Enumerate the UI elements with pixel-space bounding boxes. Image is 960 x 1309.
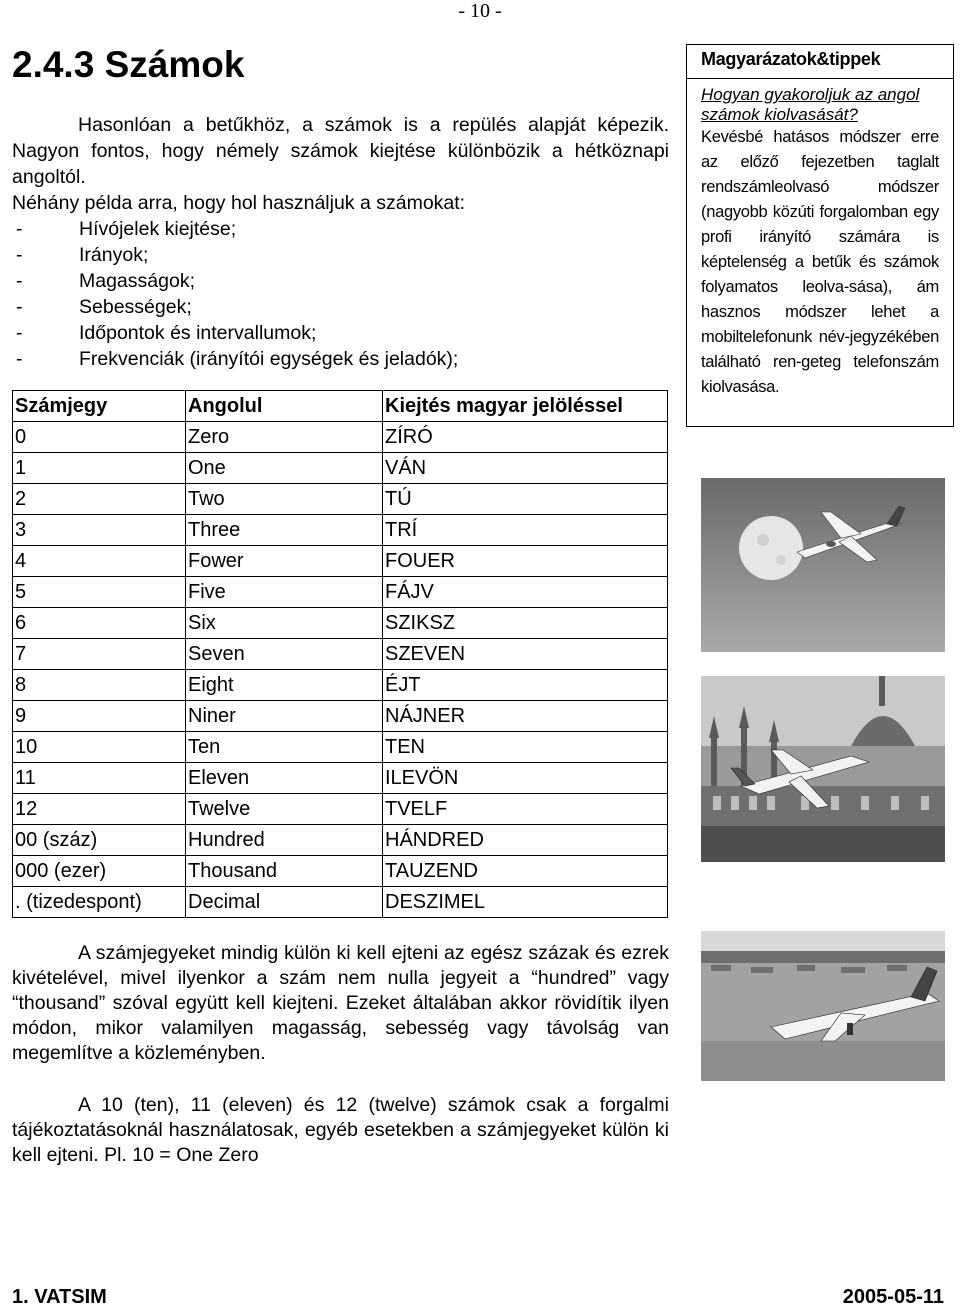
table-cell: Decimal [186,887,383,918]
table-cell: 3 [13,515,186,546]
body-paragraph: A számjegyeket mindig külön ki kell ejteni az egész százak és ezrek kivételével, mivel ilyenkor a szám nem nulla jegyeit a “hundred” vagy “thousand” szóval együtt kell kiejteni. Ezeket általában akkor rövidítik ilyen módon, mikor valamilyen magasság, sebesség vagy távolság van megemlítve a közleményben. [12,942,669,1064]
list-item: - Frekvenciák (irányítói egységek és jeladók); [16,348,459,370]
table-cell: ILEVÖN [383,763,668,794]
table-cell: NÁJNER [383,701,668,732]
table-cell: Hundred [186,825,383,856]
section-heading: 2.4.3 Számok [12,44,245,85]
tips-question: Hogyan gyakoroljuk az angol számok kiolvasását? [701,85,920,124]
table-cell: Ten [186,732,383,763]
table-cell: 7 [13,639,186,670]
table-cell: Fower [186,546,383,577]
table-cell: Six [186,608,383,639]
list-intro: Néhány példa arra, hogy hol használjuk a számokat: [12,192,466,214]
tips-body: Kevésbé hatásos módszer erre az előző fejezetben taglalt rendszámleolvasó módszer (nagyobb közúti forgalomban egy profi irányító számára is képtelenség a betűk és számok folyamatos leolva-sása), ám hasznos módszer lehet a mobiltelefonunk név-jegyzékében található ren-geteg telefonszám kiolvasása. [701,128,939,396]
list-item: - Sebességek; [16,296,192,318]
table-cell: 2 [13,484,186,515]
list-item: - Hívójelek kiejtése; [16,218,237,240]
column-header: Kiejtés magyar jelöléssel [383,391,668,422]
column-header: Angolul [186,391,383,422]
table-cell: Two [186,484,383,515]
column-header: Számjegy [13,391,186,422]
intro-paragraph: Hasonlóan a betűkhöz, a számok is a repülés alapját képezik. Nagyon fontos, hogy némely számok kiejtése különbözik a hétköznapi angoltól. [12,114,669,188]
table-cell: ZÍRÓ [383,422,668,453]
table-cell: FOUER [383,546,668,577]
airplane-parliament-icon [701,676,945,862]
table-row [13,794,668,825]
tips-box [686,44,954,427]
table-cell: Three [186,515,383,546]
table-cell: 1 [13,453,186,484]
table-cell: Niner [186,701,383,732]
table-cell: . (tizedespont) [13,887,186,918]
airplane-airport-icon [701,931,945,1081]
table-row [13,887,668,918]
table-cell: HÁNDRED [383,825,668,856]
table-row [13,453,668,484]
table-cell: 11 [13,763,186,794]
table-row [13,546,668,577]
table-row [13,856,668,887]
list-item: - Irányok; [16,244,149,266]
table-cell: 5 [13,577,186,608]
table-cell: TAUZEND [383,856,668,887]
table-cell: 4 [13,546,186,577]
airplane-moon-photo [701,478,945,652]
table-cell: TRÍ [383,515,668,546]
table-cell: Zero [186,422,383,453]
table-cell: Twelve [186,794,383,825]
footer-left: 1. VATSIM [12,1286,107,1308]
table-cell: 00 (száz) [13,825,186,856]
table-cell: 12 [13,794,186,825]
table-cell: Eight [186,670,383,701]
table-cell: FÁJV [383,577,668,608]
body-paragraph: A 10 (ten), 11 (eleven) és 12 (twelve) számok csak a forgalmi tájékoztatásoknál használatosak, egyéb esetekben a számjegyeket külön ki kell ejteni. Pl. 10 = One Zero [12,1094,669,1166]
table-row [13,701,668,732]
table-cell: Seven [186,639,383,670]
list-item: - Időpontok és intervallumok; [16,322,317,344]
table-cell: 6 [13,608,186,639]
table-row [13,825,668,856]
table-cell: SZIKSZ [383,608,668,639]
table-cell: Thousand [186,856,383,887]
airplane-moon-icon [701,478,945,652]
page-number: - 10 - [458,0,502,22]
table-row [13,670,668,701]
table-cell: 10 [13,732,186,763]
footer-date: 2005-05-11 [842,1286,944,1308]
airplane-airport-photo [701,931,945,1081]
table-row [13,763,668,794]
table-row [13,515,668,546]
table-row [13,422,668,453]
table-cell: Eleven [186,763,383,794]
table-cell: Five [186,577,383,608]
table-row [13,577,668,608]
table-cell: 000 (ezer) [13,856,186,887]
table-cell: ÉJT [383,670,668,701]
usage-list [12,216,669,372]
table-header-row [13,391,668,422]
table-row [13,732,668,763]
table-cell: TVELF [383,794,668,825]
table-cell: 9 [13,701,186,732]
table-cell: 0 [13,422,186,453]
numbers-table [12,390,668,918]
table-row [13,484,668,515]
intro-section [12,112,669,372]
table-cell: One [186,453,383,484]
table-row [13,608,668,639]
table-cell: DESZIMEL [383,887,668,918]
table-cell: TÚ [383,484,668,515]
table-cell: VÁN [383,453,668,484]
table-cell: SZEVEN [383,639,668,670]
table-cell: 8 [13,670,186,701]
table-row [13,639,668,670]
airplane-parliament-photo [701,676,945,862]
table-cell: TEN [383,732,668,763]
tips-title: Magyarázatok&tippek [687,45,953,79]
list-item: - Magasságok; [16,270,195,292]
